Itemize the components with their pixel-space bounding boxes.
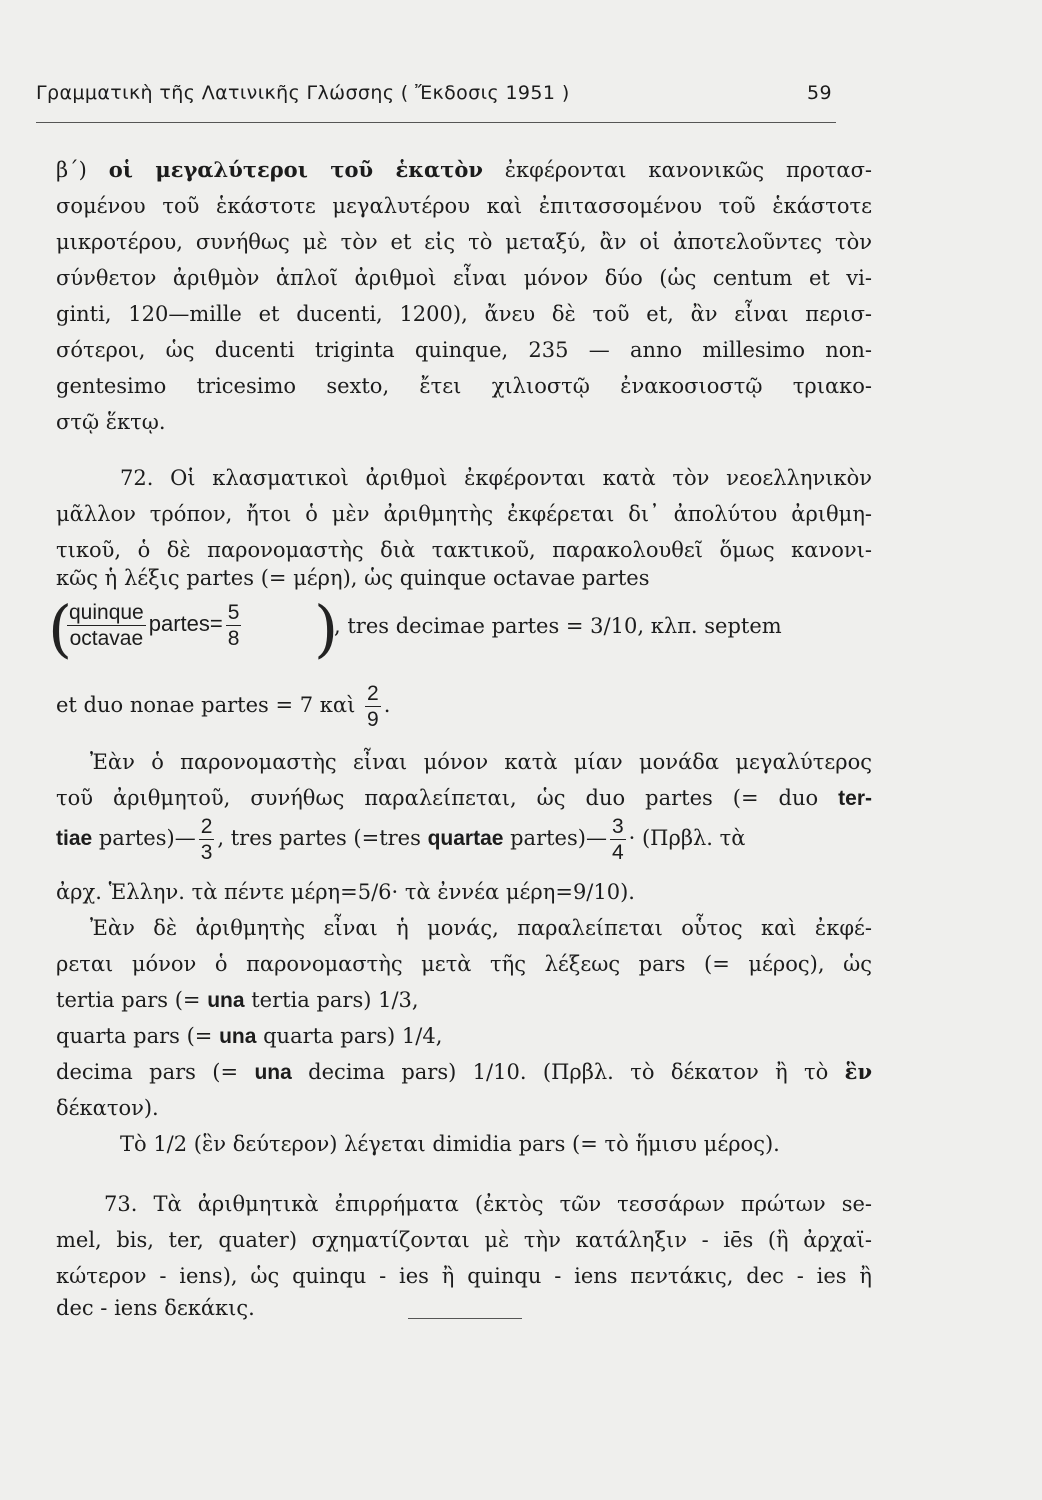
numeric-fraction (226, 602, 242, 649)
text-run: decima pars (= (56, 1060, 255, 1084)
text-run: partes= (148, 611, 223, 636)
text-line: δέκατον). (56, 1096, 159, 1120)
text-line: gentesimo tricesimo sexto, ἔτει χιλιοστῷ ἐνακοσιοστῷ τριακο- (56, 374, 872, 398)
bold-phrase: ἓν (844, 1059, 872, 1084)
left-parenthesis: ( (48, 592, 73, 665)
fraction-numerator: 2 (200, 815, 213, 838)
text-line (56, 780, 872, 816)
end-separator (408, 1318, 522, 1319)
text-line: ginti, 120—mille et ducenti, 1200), ἄνευ δὲ τοῦ et, ἂν εἶναι περισ- (56, 302, 872, 326)
text-run: tertia pars (= (56, 988, 208, 1012)
bold-latin: quartae (427, 827, 504, 850)
page-number: 59 (807, 82, 832, 104)
word-fraction (67, 602, 146, 649)
numeric-fraction (365, 683, 381, 730)
fraction-denominator: 4 (611, 841, 624, 864)
text-line: ἀρχ. Ἑλλην. τὰ πέντε μέρη=5/6· τὰ ἐννέα μέρη=9/10). (56, 880, 635, 904)
bold-latin: una (207, 989, 245, 1012)
text-line: σύνθετον ἀριθμὸν ἁπλοῖ ἀριθμοὶ εἶναι μόνον δύο (ὡς centum et vi- (56, 266, 872, 290)
text-line (56, 682, 872, 738)
text-run: quarta pars (= (56, 1024, 220, 1048)
text-run: decima pars) 1/10. (Πρβλ. τὸ δέκατον ἢ τὸ (291, 1060, 845, 1084)
text-line (56, 812, 872, 870)
fraction-numerator: 3 (611, 815, 624, 838)
text-line: κώτερον - iens), ὡς quinqu - ies ἢ quinqu - iens πεντάκις, dec - ies ἢ (56, 1264, 872, 1288)
text-line (56, 152, 872, 188)
text-line: mel, bis, ter, quater) σχηματίζονται μὲ τὴν κατάληξιν - iēs (ἢ ἀρχαϊ- (56, 1228, 872, 1252)
text-run: ἐκφέρονται κανονικῶς προτασ- (482, 158, 872, 182)
fraction-denominator: octavae (69, 627, 144, 650)
numeric-fraction (610, 816, 626, 863)
text-line: τικοῦ, ὁ δὲ παρονομαστὴς διὰ τακτικοῦ, παρακολουθεῖ ὅμως κανονι- (56, 538, 872, 562)
text-line: σομένου τοῦ ἑκάστοτε μεγαλυτέρου καὶ ἐπιτασσομένου τοῦ ἑκάστοτε (56, 194, 872, 218)
text-line: μικροτέρου, συνήθως μὲ τὸν et εἰς τὸ μεταξύ, ἂν οἱ ἀποτελοῦντες τὸν (56, 230, 872, 254)
text-run: · (Πρβλ. τὰ (628, 826, 746, 850)
text-run: quarta pars) 1/4, (256, 1024, 443, 1048)
text-run: , tres decimae partes = 3/10, κλπ. septem (334, 614, 782, 638)
bold-latin: ter- (838, 787, 872, 810)
text-run: partes)— (92, 826, 196, 850)
fraction-denominator: 3 (200, 841, 213, 864)
bold-phrase: οἱ μεγαλύτεροι τοῦ ἑκατὸν (108, 157, 483, 182)
text-run: et duo nonae partes = 7 καὶ (56, 693, 362, 717)
text-line: dec - iens δεκάκις. (56, 1296, 255, 1320)
text-line: μᾶλλον τρόπον, ἤτοι ὁ μὲν ἀριθμητὴς ἐκφέρεται δι᾽ ἀπολύτου ἀριθμη- (56, 502, 872, 526)
paragraph-73-start: 73. Τὰ ἀριθμητικὰ ἐπιρρήματα (ἐκτὸς τῶν τεσσάρων πρώτων se- (104, 1192, 872, 1216)
fraction-numerator: 2 (367, 682, 379, 705)
paragraph-72-start: 72. Οἱ κλασματικοὶ ἀριθμοὶ ἐκφέρονται κατὰ τὸν νεοελληνικὸν (120, 466, 872, 490)
text-line (56, 1018, 872, 1054)
item-label: β΄) (56, 158, 109, 182)
fraction-example (48, 592, 878, 666)
text-line: στῷ ἕκτῳ. (56, 410, 166, 434)
fraction-denominator: 9 (367, 708, 379, 731)
text-line: ρεται μόνον ὁ παρονομαστὴς μετὰ τῆς λέξεως pars (= μέρος), ὡς (56, 952, 872, 976)
text-line (56, 982, 872, 1018)
text-line: Ἐὰν δὲ ἀριθμητὴς εἶναι ἡ μονάς, παραλείπεται οὗτος καὶ ἐκφέ- (90, 916, 872, 940)
text-run: τοῦ ἀριθμητοῦ, συνήθως παραλείπεται, ὡς duo partes (= duo (56, 786, 839, 810)
text-line: Ἐὰν ὁ παρονομαστὴς εἶναι μόνον κατὰ μίαν μονάδα μεγαλύτερος (90, 750, 872, 774)
header-title: Γραμματικὴ τῆς Λατινικῆς Γλώσσης ( Ἔκδοσις 1951 ) (36, 82, 570, 104)
bold-latin: una (219, 1025, 257, 1048)
running-header (36, 82, 836, 123)
numeric-fraction (199, 816, 215, 863)
fraction-numerator: 5 (227, 601, 240, 624)
text-line: κῶς ἡ λέξις partes (= μέρη), ὡς quinque octavae partes (56, 566, 650, 590)
text-run: partes)— (503, 826, 607, 850)
bold-latin: una (254, 1061, 292, 1084)
fraction-quinque-octavae (64, 602, 244, 649)
right-parenthesis: ) (314, 592, 339, 665)
fraction-denominator: 8 (227, 627, 240, 650)
text-line: Τὸ 1/2 (ἓν δεύτερον) λέγεται dimidia pars (= τὸ ἥμισυ μέρος). (120, 1132, 780, 1156)
text-line: σότεροι, ὡς ducenti triginta quinque, 235 — anno millesimo non- (56, 338, 872, 362)
text-line (56, 1054, 872, 1090)
text-run: , tres partes (=tres (217, 826, 428, 850)
text-run: . (383, 693, 391, 717)
bold-latin: tiae (56, 827, 93, 850)
text-run: tertia pars) 1/3, (244, 988, 419, 1012)
fraction-numerator: quinque (69, 601, 144, 624)
